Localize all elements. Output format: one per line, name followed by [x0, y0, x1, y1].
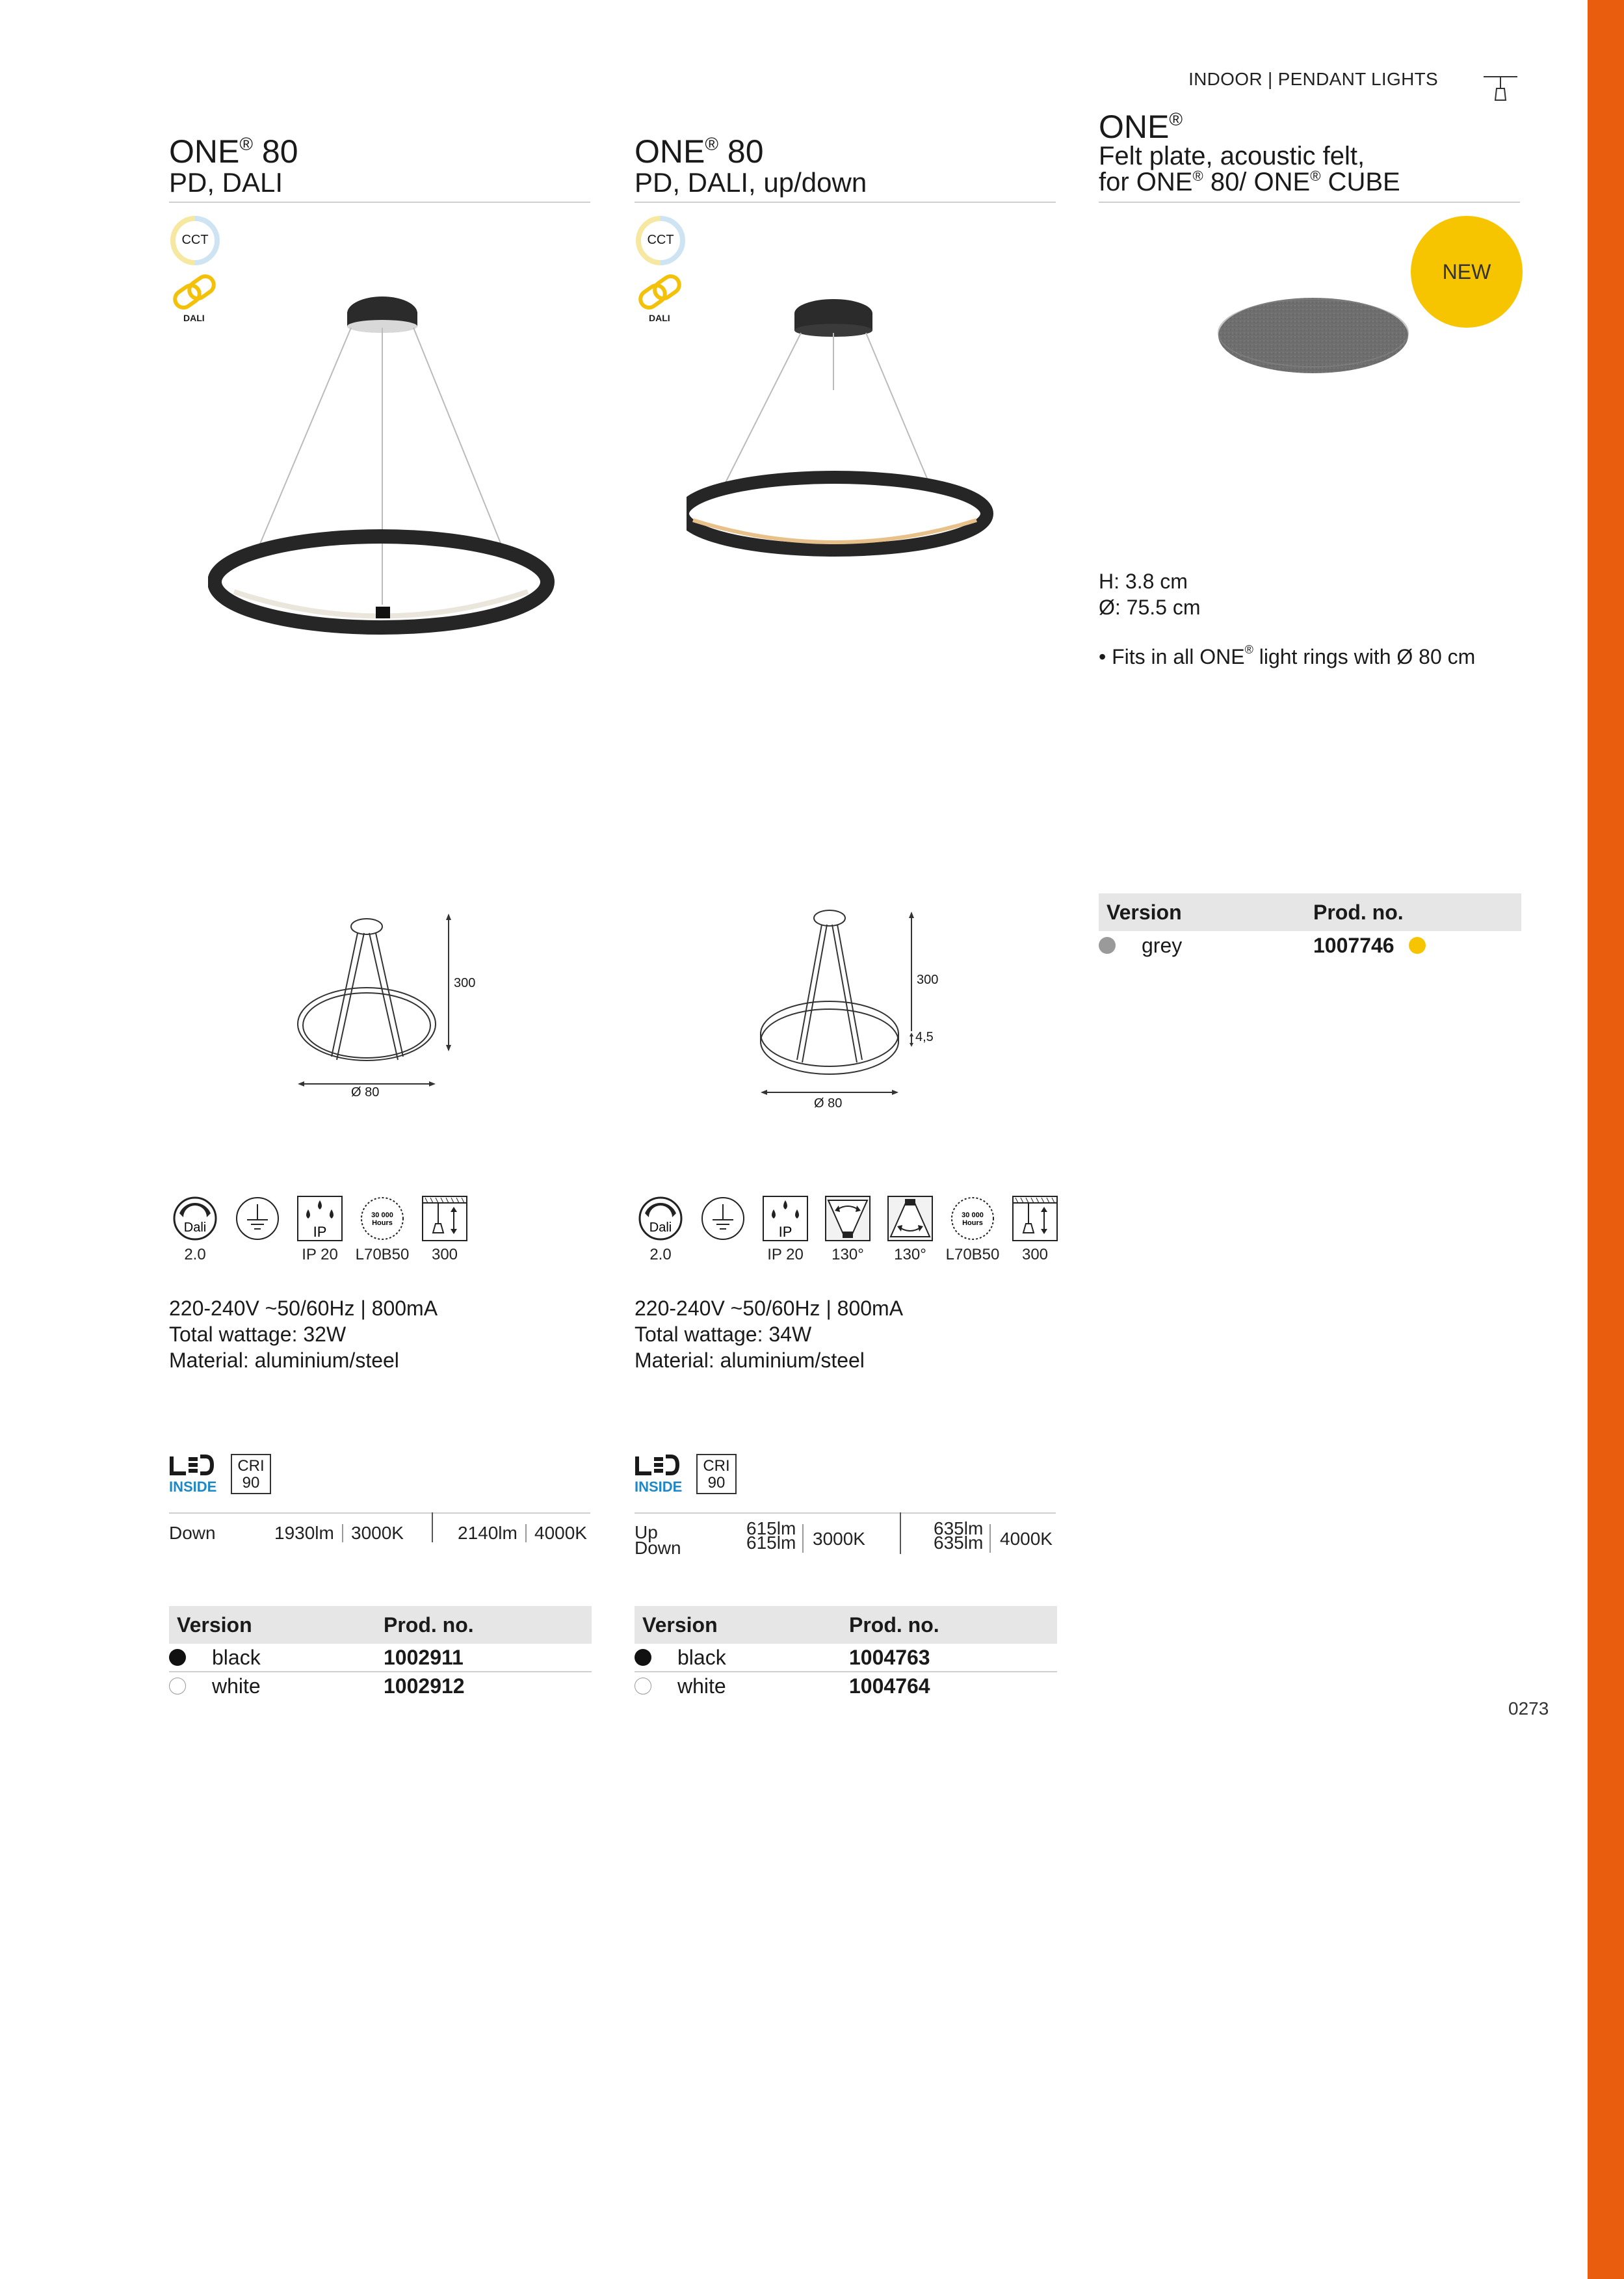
breadcrumb: INDOOR | PENDANT LIGHTS — [1188, 69, 1438, 89]
height-value: H: 3.8 cm — [1099, 570, 1188, 593]
led-inside-icon: INSIDE — [169, 1454, 215, 1495]
table-row: white 1002912 — [169, 1672, 592, 1700]
product-subtitle: Felt plate, acoustic felt, for ONE® 80/ ONE® CUBE — [1099, 142, 1400, 196]
product-subtitle: PD, DALI — [169, 167, 283, 198]
white-swatch — [169, 1678, 186, 1694]
product-title: ONE® — [1099, 109, 1183, 145]
lumen-table: Up Down 615lm 615lm 3000K 635lm 635lm 4000K — [635, 1522, 1056, 1561]
svg-text:IP: IP — [778, 1224, 792, 1240]
dali-link-icon: DALI — [169, 270, 221, 328]
table-row: black 1004763 — [635, 1644, 1057, 1672]
beam-angle-up-icon: 130° — [817, 1195, 879, 1264]
table-row: grey 1007746 — [1099, 931, 1521, 960]
specifications — [635, 1295, 903, 1373]
spec-voltage: 220-240V ~50/60Hz | 800mA — [635, 1297, 904, 1320]
black-swatch — [635, 1649, 651, 1666]
white-swatch — [635, 1678, 651, 1694]
version-table: Version Prod. no. grey 1007746 — [1099, 893, 1521, 960]
pendant-lamp-icon — [1482, 73, 1519, 104]
height-dimension: 300 — [454, 976, 476, 990]
dimension-drawing — [749, 904, 944, 1118]
cri-badge: CRI 90 — [231, 1454, 271, 1494]
spec-wattage: Total wattage: 34W — [635, 1323, 812, 1346]
version-table: Version Prod. no. black 1002911 white 1002912 — [169, 1606, 592, 1700]
table-row: black 1002911 — [169, 1644, 592, 1672]
new-badge: NEW — [1411, 216, 1523, 328]
svg-text:30 000: 30 000 — [962, 1211, 984, 1219]
cri-badge: CRI 90 — [696, 1454, 737, 1494]
ip-rating-icon: IP IP 20 — [754, 1195, 817, 1264]
divider — [169, 202, 590, 203]
svg-text:Hours: Hours — [962, 1219, 983, 1227]
diameter-dimension: Ø 80 — [351, 1085, 380, 1100]
product-title: ONE® 80 — [169, 133, 298, 170]
svg-text:IP: IP — [313, 1224, 327, 1240]
product-photo — [208, 286, 559, 637]
diameter-dimension: Ø 80 — [814, 1096, 843, 1111]
ring-height-dimension: 4,5 — [915, 1030, 934, 1044]
dali-dimmable-icon: Dali 2.0 — [629, 1195, 692, 1264]
svg-text:Hours: Hours — [372, 1219, 393, 1227]
dimension-drawing — [286, 914, 481, 1109]
specifications — [169, 1295, 438, 1373]
black-swatch — [169, 1649, 186, 1666]
dali-link-icon: DALI — [635, 270, 687, 328]
compatibility-note: • Fits in all ONE® light rings with Ø 80 cm — [1099, 643, 1476, 668]
feature-icons — [629, 1195, 1066, 1264]
spec-material: Material: aluminium/steel — [635, 1349, 865, 1372]
height-adjustable-icon: 300 — [413, 1195, 476, 1264]
divider — [169, 1512, 590, 1514]
accent-sidebar — [1588, 0, 1624, 2279]
table-row: white 1004764 — [635, 1672, 1057, 1700]
dali-dimmable-icon: Dali 2.0 — [164, 1195, 226, 1264]
lifetime-hours-icon: 30 000 Hours L70B50 — [351, 1195, 413, 1264]
divider — [635, 202, 1056, 203]
product-photo — [1216, 296, 1411, 381]
protection-class-icon — [226, 1195, 289, 1264]
height-adjustable-icon: 300 — [1004, 1195, 1066, 1264]
protection-class-icon — [692, 1195, 754, 1264]
product-photo — [687, 293, 1012, 566]
version-table: Version Prod. no. black 1004763 white 1004764 — [635, 1606, 1057, 1700]
dimensions-text — [1099, 568, 1201, 620]
divider — [635, 1512, 1056, 1514]
svg-text:30 000: 30 000 — [371, 1211, 393, 1219]
spec-voltage: 220-240V ~50/60Hz | 800mA — [169, 1297, 438, 1320]
new-indicator-dot — [1409, 937, 1426, 954]
spec-wattage: Total wattage: 32W — [169, 1323, 347, 1346]
led-inside-icon: INSIDE — [635, 1454, 680, 1495]
product-subtitle: PD, DALI, up/down — [635, 167, 867, 198]
svg-text:Dali: Dali — [183, 1220, 207, 1235]
spec-material: Material: aluminium/steel — [169, 1349, 399, 1372]
lumen-table: Down 1930lm 3000K 2140lm 4000K — [169, 1522, 590, 1548]
diameter-value: Ø: 75.5 cm — [1099, 596, 1201, 619]
lifetime-hours-icon: 30 000 Hours L70B50 — [941, 1195, 1004, 1264]
beam-angle-down-icon: 130° — [879, 1195, 941, 1264]
height-dimension: 300 — [917, 973, 939, 987]
cct-icon: CCT — [635, 215, 687, 267]
product-title: ONE® 80 — [635, 133, 764, 170]
svg-text:Dali: Dali — [649, 1220, 672, 1235]
feature-icons — [164, 1195, 476, 1264]
ip-rating-icon: IP IP 20 — [289, 1195, 351, 1264]
divider — [1099, 202, 1520, 203]
grey-swatch — [1099, 937, 1116, 954]
cct-icon: CCT — [169, 215, 221, 267]
page-number: 0273 — [1508, 1698, 1549, 1719]
